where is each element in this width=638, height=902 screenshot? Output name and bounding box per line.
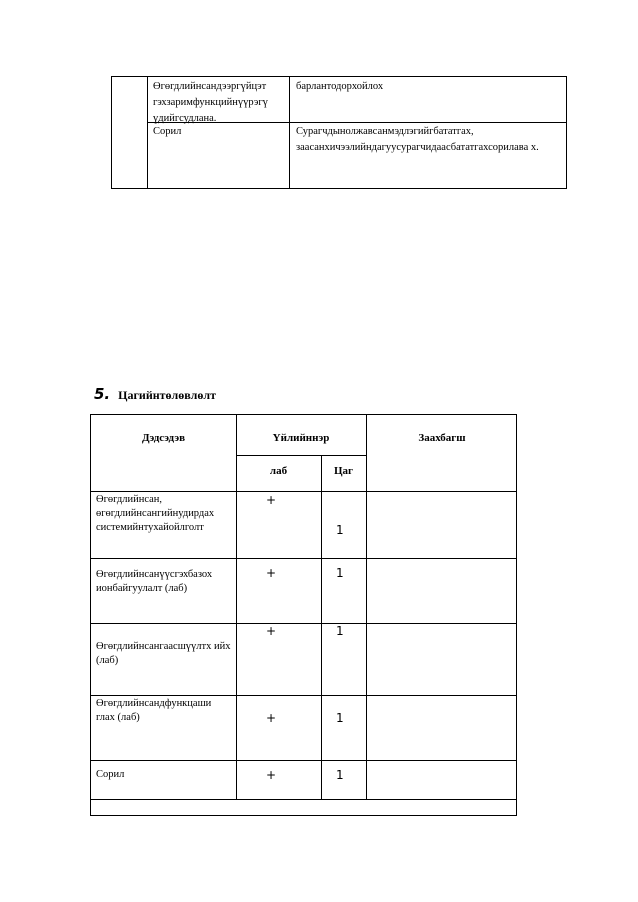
header-lab: лаб <box>269 465 288 477</box>
header-hour: Цаг <box>333 465 354 477</box>
column-divider <box>321 455 322 799</box>
row-divider <box>91 760 516 761</box>
row-topic: Сорил <box>96 769 125 780</box>
row-hour: 1 <box>336 523 344 537</box>
section-number: 5. <box>94 385 111 403</box>
column-divider <box>147 77 148 188</box>
row-hour: 1 <box>336 624 344 638</box>
section-heading <box>94 385 216 403</box>
header-homework: Заахбагш <box>418 432 466 444</box>
top-table <box>111 76 567 189</box>
row-divider <box>91 695 516 696</box>
top-table-row1-method: барлантодорхойлох <box>296 81 384 92</box>
schedule-table <box>90 414 517 816</box>
row-divider <box>91 558 516 559</box>
row-topic: Өгөгдлийнсанүүсгэхбазох ионбайгуулалт (лаб) <box>96 569 213 594</box>
row-divider <box>236 455 366 456</box>
section-title: Цагийнтөлөвлөлт <box>118 388 216 402</box>
row-lab-mark: + <box>266 768 277 782</box>
row-lab-mark: + <box>266 493 277 507</box>
row-divider <box>91 623 516 624</box>
row-topic: Өгөгдлийнсан, өгөгдлийнсангийнудирдах системийнтухайойлголт <box>96 494 215 533</box>
row-lab-mark: + <box>266 711 277 725</box>
top-table-row2-activity: Сорил <box>153 126 182 137</box>
row-hour: 1 <box>336 768 344 782</box>
row-divider <box>91 799 516 800</box>
top-table-row1-activity: Өгөгдлийнсандээргүйцэт гэхзаримфункцийнүүрэгү үдийгсудлана. <box>153 81 268 124</box>
row-topic: Өгөгдлийнсангаасшүүлтх ийх (лаб) <box>96 641 231 666</box>
column-divider <box>366 415 367 799</box>
header-topic: Дэдсэдэв <box>141 432 186 444</box>
row-lab-mark: + <box>266 566 277 580</box>
column-divider <box>289 77 290 188</box>
row-divider <box>91 491 516 492</box>
row-lab-mark: + <box>266 624 277 638</box>
row-topic: Өгөгдлийнсандфункцаши глах (лаб) <box>96 698 212 723</box>
row-hour: 1 <box>336 711 344 725</box>
top-table-row2-method: Сурагчдынолжавсанмэдлэгийгбататгах, заасанхичээлийндагуусурагчидаасбататгахсорилава х. <box>296 126 539 153</box>
row-hour: 1 <box>336 566 344 580</box>
header-activity: Үйлийннэр <box>272 432 330 444</box>
